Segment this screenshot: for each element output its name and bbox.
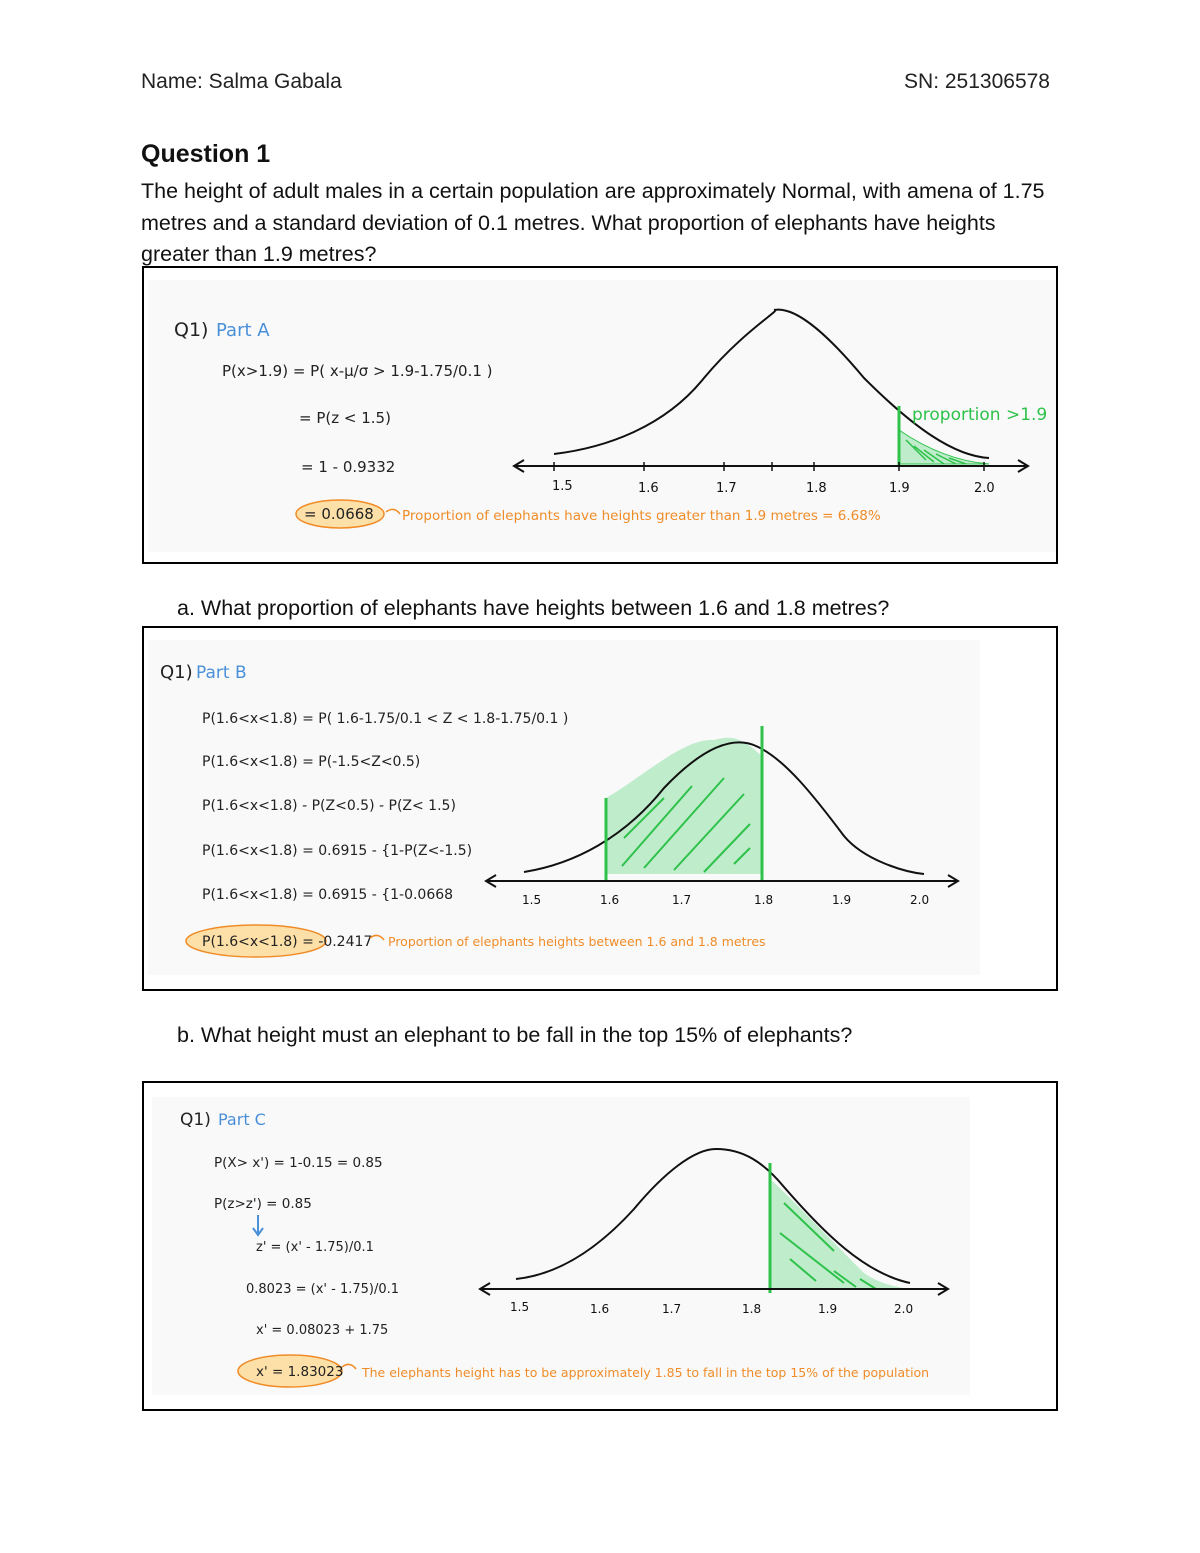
student-number: SN: 251306578 xyxy=(904,70,1050,93)
part-b-line-1: P(1.6<x<1.8) = P( 1.6-1.75/0.1 < Z < 1.8-1.75/0.1 ) xyxy=(202,711,569,727)
part-c-sketch xyxy=(144,1083,1056,1409)
tick-label: 1.8 xyxy=(754,893,774,907)
part-b-note: Proportion of elephants heights between 1.6 and 1.8 metres xyxy=(388,934,766,949)
tick-label: 1.5 xyxy=(510,1300,530,1314)
part-b-line-5: P(1.6<x<1.8) = 0.6915 - {1-0.0668 xyxy=(202,887,454,903)
sub-question-b: b. What height must an elephant to be fall in the top 15% of elephants? xyxy=(177,1023,853,1047)
part-a-line-2: = P(z < 1.5) xyxy=(299,409,391,427)
part-b-line-4: P(1.6<x<1.8) = 0.6915 - {1-P(Z<-1.5) xyxy=(202,843,473,859)
part-b-line-2: P(1.6<x<1.8) = P(-1.5<Z<0.5) xyxy=(202,754,421,770)
part-a-line-1: P(x>1.9) = P( x-μ/σ > 1.9-1.75/0.1 ) xyxy=(222,362,493,380)
tick-label: 1.8 xyxy=(742,1302,762,1316)
tick-label: 1.7 xyxy=(672,893,692,907)
tick-label: 1.9 xyxy=(889,481,910,496)
tick-label: 1.5 xyxy=(522,893,542,907)
part-a-part-label: Part A xyxy=(216,320,270,341)
part-c-result: x' = 1.83023 xyxy=(256,1364,344,1380)
part-b-sketch xyxy=(144,628,1056,989)
part-a-line-3: = 1 - 0.9332 xyxy=(301,458,396,476)
part-c-box xyxy=(142,1081,1058,1411)
part-b-box xyxy=(142,626,1058,991)
student-name: Name: Salma Gabala xyxy=(141,70,342,93)
tick-label: 1.8 xyxy=(806,481,827,496)
tick-label: 1.6 xyxy=(638,481,659,496)
part-c-line-2: P(z>z') = 0.85 xyxy=(214,1196,312,1212)
tick-label: 2.0 xyxy=(974,481,995,496)
curve-label: proportion >1.9 xyxy=(912,405,1048,425)
part-b-q-label: Q1) xyxy=(160,662,193,683)
part-c-part-label: Part C xyxy=(218,1110,266,1129)
part-a-q-label: Q1) xyxy=(174,319,209,341)
part-b-result: P(1.6<x<1.8) = -0.2417 xyxy=(202,934,373,950)
part-b-part-label: Part B xyxy=(196,663,247,683)
part-c-line-5: x' = 0.08023 + 1.75 xyxy=(256,1323,389,1338)
sub-question-a: a. What proportion of elephants have heights between 1.6 and 1.8 metres? xyxy=(177,596,890,620)
tick-label: 1.5 xyxy=(552,479,573,494)
tick-label: 1.9 xyxy=(818,1302,838,1316)
part-c-q-label: Q1) xyxy=(180,1110,211,1130)
part-a-result: = 0.0668 xyxy=(304,505,374,523)
part-c-note: The elephants height has to be approximately 1.85 to fall in the top 15% of the population xyxy=(362,1365,930,1380)
question-text: The height of adult males in a certain population are approximately Normal, with amena of 1.75 metres and a standard deviation of 0.1 metres. What proportion of elephants have heights greater than 1.9 metres? xyxy=(141,179,1045,266)
tick-label: 2.0 xyxy=(894,1302,914,1316)
tick-label: 1.6 xyxy=(590,1302,610,1316)
part-c-line-3: z' = (x' - 1.75)/0.1 xyxy=(256,1240,374,1255)
question-title: Question 1 xyxy=(141,140,271,168)
tick-label: 1.7 xyxy=(716,481,737,496)
part-c-line-4: 0.8023 = (x' - 1.75)/0.1 xyxy=(246,1282,400,1297)
tick-label: 1.9 xyxy=(832,893,852,907)
tick-label: 1.7 xyxy=(662,1302,682,1316)
part-a-box xyxy=(142,266,1058,564)
tick-label: 2.0 xyxy=(910,893,930,907)
part-a-note: Proportion of elephants have heights greater than 1.9 metres = 6.68% xyxy=(402,508,881,524)
part-b-line-3: P(1.6<x<1.8) - P(Z<0.5) - P(Z< 1.5) xyxy=(202,798,456,814)
tick-label: 1.6 xyxy=(600,893,620,907)
part-c-line-1: P(X> x') = 1-0.15 = 0.85 xyxy=(214,1155,383,1171)
part-a-sketch xyxy=(144,268,1056,562)
